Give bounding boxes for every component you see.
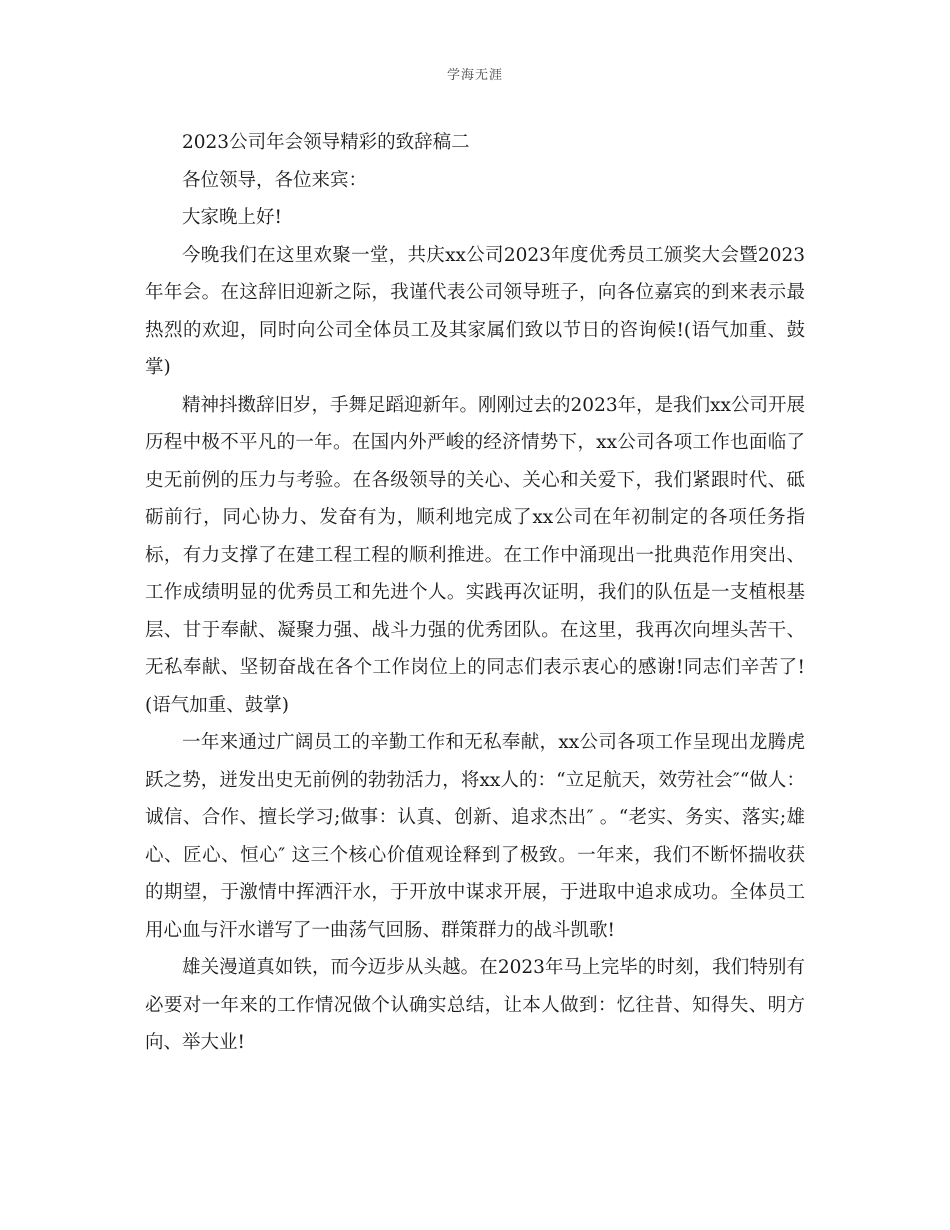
page-header: 学海无涯 (446, 68, 503, 83)
paragraph-4: 雄关漫道真如铁，而今迈步从头越。在2023年马上完毕的时刻，我们特别有必要对一年来的工作情况做个认确实总结，让本人做到：忆往昔、知得失、明方向、举大业! (145, 957, 805, 1053)
greeting: 大家晚上好! (182, 207, 282, 228)
paragraph-2: 精神抖擞辞旧岁，手舞足蹈迎新年。刚刚过去的2023年，是我们xx公司开展历程中极不平凡的一年。在国内外严峻的经济情势下，xx公司各项工作也面临了史无前例的压力与考验。在各级领导的关心、关心和关爱下，我们紧跟时代、砥砺前行，同心协力、发奋有为，顺利地完成了xx公司在年初制定的各项任务指标，有力支撑了在建工程工程的顺利推进。在工作中涌现出一批典范作用突出、工作成绩明显的优秀员工和先进个人。实践再次证明，我们的队伍是一支植根基层、甘于奉献、凝聚力强、战斗力强的优秀团队。在这里，我再次向埋头苦干、无私奉献、坚韧奋战在各个工作岗位上的同志们表示衷心的感谢!同志们辛苦了!(语气加重、鼓掌) (145, 394, 805, 716)
paragraph-1: 今晚我们在这里欢聚一堂，共庆xx公司2023年度优秀员工颁奖大会暨2023年年会。在这辞旧迎新之际，我谨代表公司领导班子，向各位嘉宾的到来表示最热烈的欢迎，同时向公司全体员工及其家属们致以节日的咨询候!(语气加重、鼓掌) (145, 244, 805, 378)
document-title: 2023公司年会领导精彩的致辞稿二 (182, 132, 470, 153)
document-body (145, 124, 805, 1062)
paragraph-3: 一年来通过广阔员工的辛勤工作和无私奉献，xx公司各项工作呈现出龙腾虎跃之势，迸发出史无前例的勃勃活力，将xx人的：“立足航天，效劳社会″“做人：诚信、合作、擅长学习;做事：认真、创新、追求杰出″ 。“老实、务实、落实;雄心、匠心、恒心″ 这三个核心价值观诠释到了极致。一年来，我们不断怀揣收获的期望，于激情中挥洒汗水，于开放中谋求开展，于进取中追求成功。全体员工用心血与汗水谱写了一曲荡气回肠、群策群力的战斗凯歌! (145, 732, 805, 941)
salutation: 各位领导，各位来宾： (182, 169, 368, 191)
